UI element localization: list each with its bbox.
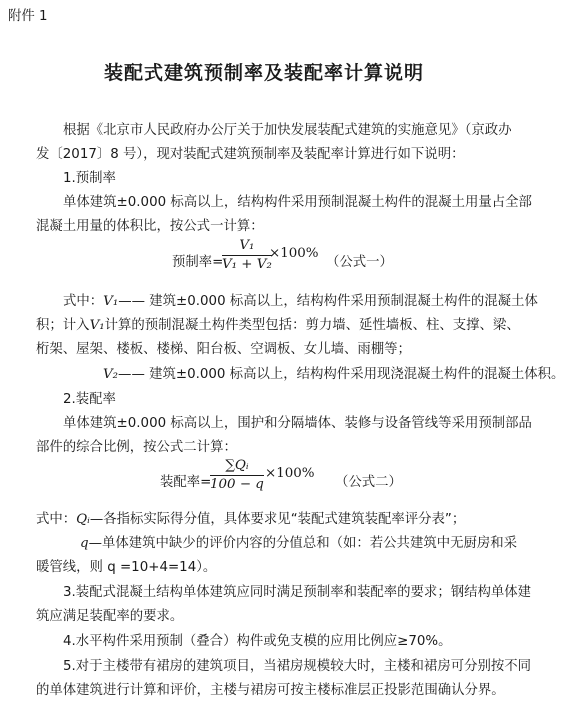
where-prefix-2: 式中： (36, 512, 77, 527)
where-q-row (80, 535, 517, 552)
v1-symbol-inline: V₁ (89, 318, 105, 333)
intro-line-1: 根据《北京市人民政府办公厅关于加快发展装配式建筑的实施意见》（京政办 (63, 123, 512, 138)
paragraph-5-line-1: 5.对于主楼带有裙房的建筑项目，当裙房规模较大时，主楼和裙房可分别按不同 (63, 659, 532, 674)
v1-def-line-3: 桁架、屋架、楼板、楼梯、阳台板、空调板、女儿墙、雨棚等； (36, 342, 411, 357)
where-prefix: 式中： (63, 294, 104, 309)
paragraph-5-line-2: 的单体建筑进行计算和评价，主楼与裙房可按主楼标准层正投影范围确认分界。 (36, 683, 505, 698)
section-2-line-1: 单体建筑±0.000 标高以上，围护和分隔墙体、装修与设备管线等采用预制部品 (63, 416, 532, 431)
formula-1-multiplier: ×100% (269, 246, 319, 261)
formula-1-numerator: V₁ (222, 237, 272, 256)
formula-2-fraction (210, 457, 264, 493)
qi-def: —各指标实际得分值，具体要求见“装配式建筑装配率评分表”； (89, 512, 466, 527)
formula-1-denominator: V₁ + V₂ (222, 257, 272, 272)
q-def-line-2: 暖管线，则 q =10+4=14）。 (36, 560, 217, 575)
formula-2-denominator: 100 − q (210, 477, 264, 492)
section-1-line-1: 单体建筑±0.000 标高以上，结构构件采用预制混凝土构件的混凝土用量占全部 (63, 195, 532, 210)
paragraph-3-line-1: 3.装配式混凝土结构单体建筑应同时满足预制率和装配率的要求；钢结构单体建 (63, 585, 532, 600)
attachment-label: 附件 1 (8, 9, 48, 24)
formula-2-numerator: ∑Qᵢ (210, 457, 264, 476)
document-title: 装配式建筑预制率及装配率计算说明 (104, 62, 425, 84)
section-2-line-2: 部件的综合比例，按公式二计算： (36, 440, 237, 455)
where-v1-row (63, 293, 538, 310)
formula-2-tag: （公式二） (335, 475, 402, 490)
formula-2-lhs: 装配率= (160, 475, 212, 490)
qi-symbol: Qᵢ (76, 512, 90, 527)
paragraph-4: 4.水平构件采用预制（叠合）构件或免支模的应用比例应≥70%。 (63, 634, 452, 649)
formula-1-tag: （公式一） (326, 255, 393, 270)
v1-symbol: V₁ (103, 294, 119, 309)
section-1-line-2: 混凝土用量的体积比，按公式一计算： (36, 219, 264, 234)
v2-symbol: V₂ (103, 367, 119, 382)
where-v2-row (103, 366, 564, 383)
q-def-line-1: —单体建筑中缺少的评价内容的分值总和（如：若公共建筑中无厨房和采 (88, 536, 518, 551)
section-1-heading: 1.预制率 (63, 171, 116, 186)
v1-def-line-1: —— 建筑±0.000 标高以上，结构构件采用预制混凝土构件的混凝土体 (118, 294, 538, 309)
where-qi-row (36, 511, 465, 528)
section-2-heading: 2.装配率 (63, 392, 116, 407)
intro-line-2: 发〔2017〕8 号），现对装配式建筑预制率及装配率计算进行如下说明： (36, 147, 465, 162)
formula-2-multiplier: ×100% (265, 466, 315, 481)
formula-1-fraction (222, 237, 272, 273)
v1-def-line-2: 积；计入V₁计算的预制混凝土构件类型包括：剪力墙、延性墙板、柱、支撑、梁、 (36, 318, 520, 333)
formula-1-lhs: 预制率= (172, 255, 224, 270)
v2-def: —— 建筑±0.000 标高以上，结构构件采用现浇混凝土构件的混凝土体积。 (118, 367, 565, 382)
q-symbol: q (80, 536, 89, 551)
paragraph-3-line-2: 筑应满足装配率的要求。 (36, 609, 184, 624)
